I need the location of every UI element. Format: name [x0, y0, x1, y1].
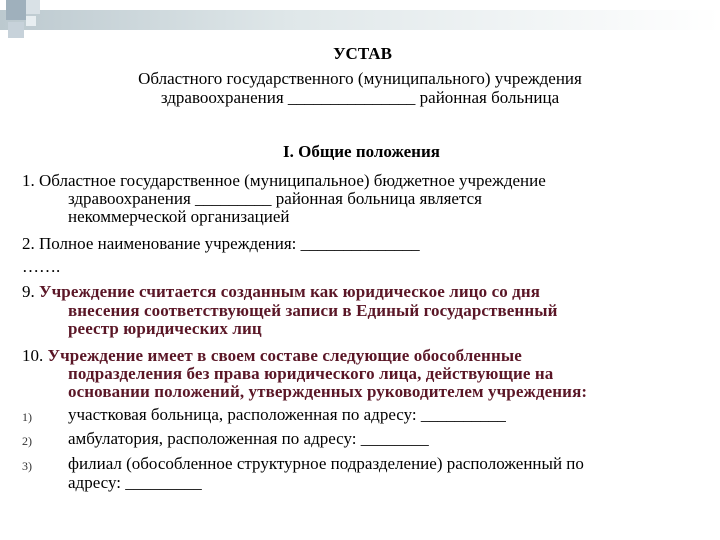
subitem-3-number: 3): [22, 459, 32, 473]
item-10-line2: подразделения без права юридического лица, действующие на: [68, 364, 554, 383]
subitem-3-text-line2: адресу: _________: [68, 473, 202, 492]
ellipsis: …….: [22, 257, 61, 276]
document-title: УСТАВ: [333, 44, 392, 63]
item-1-line3: некоммерческой организацией: [68, 207, 290, 226]
decorative-square: [8, 22, 24, 38]
item-1-line1: 1. Областное государственное (муниципальное) бюджетное учреждение: [22, 171, 546, 190]
item-9-line2: внесения соответствующей записи в Единый государственный: [68, 301, 558, 320]
item-10-line1: [22, 347, 522, 365]
item-1-line2: здравоохранения _________ районная больница является: [68, 189, 482, 208]
decorative-square: [26, 16, 36, 26]
subitem-1-text: участковая больница, расположенная по адресу: __________: [68, 405, 506, 424]
decorative-square: [26, 0, 40, 14]
header-band: [0, 10, 720, 30]
subitem-2-number: 2): [22, 434, 32, 448]
section-title: I. Общие положения: [283, 142, 440, 161]
decorative-square: [6, 0, 26, 20]
document-subtitle-line1: Областного государственного (муниципального) учреждения: [138, 69, 582, 88]
item-9-line3: реестр юридических лиц: [68, 319, 262, 338]
item-9-text: Учреждение считается созданным как юридическое лицо со дня: [39, 282, 541, 301]
item-10-text: Учреждение имеет в своем составе следующие обособленные: [47, 346, 522, 365]
item-10-number: 10.: [22, 346, 48, 365]
document-subtitle-line2: здравоохранения _______________ районная больница: [160, 88, 560, 107]
item-2: 2. Полное наименование учреждения: ______________: [22, 234, 420, 253]
item-10-line3: основании положений, утвержденных руководителем учреждения:: [68, 382, 588, 401]
subitem-1-number: 1): [22, 410, 32, 424]
subitem-2-text: амбулатория, расположенная по адресу: ________: [68, 429, 429, 448]
subitem-3-text: филиал (обособленное структурное подразделение) расположенный по: [68, 454, 584, 473]
item-9-line1: [22, 283, 540, 301]
item-9-number: 9.: [22, 282, 39, 301]
